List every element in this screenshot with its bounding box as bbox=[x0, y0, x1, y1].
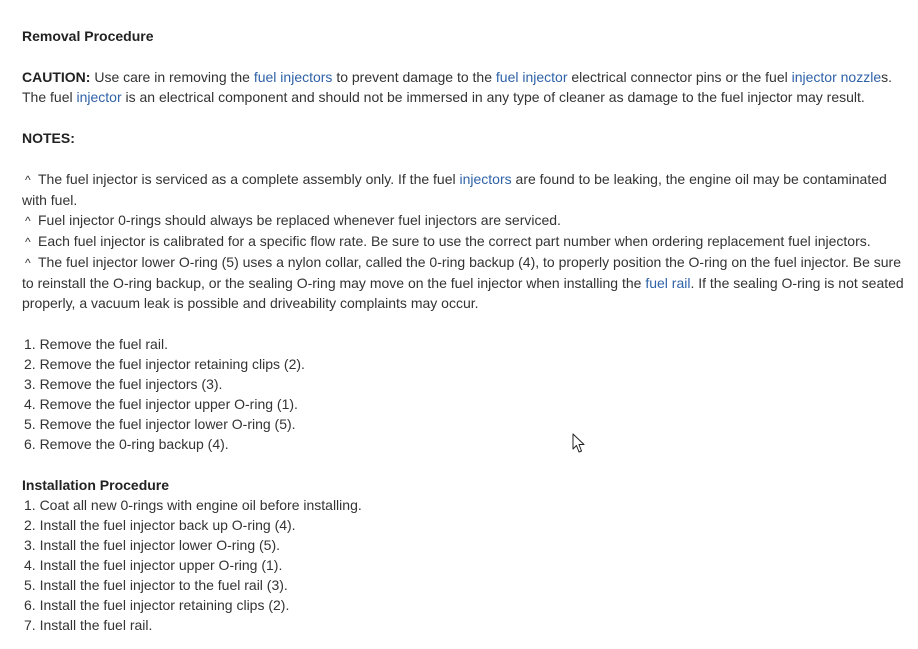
note-text: Fuel injector 0-rings should always be replaced whenever fuel injectors are serviced. bbox=[38, 212, 561, 228]
notes-label: NOTES: bbox=[22, 130, 75, 146]
removal-step: 1. Remove the fuel rail. bbox=[24, 336, 168, 352]
link-injector-nozzle[interactable]: injector nozzle bbox=[791, 69, 882, 85]
caution-text: is an electrical component and should not be immersed in any type of cleaner as damage to the fuel injector may result. bbox=[121, 89, 865, 105]
caret-icon: ^ bbox=[25, 256, 31, 270]
note-text: . If the sealing O-ring is not seated properly, a vacuum leak is possible and driveability complaints may occur. bbox=[22, 275, 904, 311]
caution-text: to prevent damage to the bbox=[332, 69, 496, 85]
link-injector[interactable]: injector bbox=[76, 89, 122, 105]
installation-steps-list bbox=[22, 495, 906, 635]
note-item bbox=[22, 169, 906, 210]
removal-steps-list bbox=[22, 334, 906, 454]
installation-step: 2. Install the fuel injector back up O-ring (4). bbox=[24, 517, 296, 533]
note-item bbox=[22, 231, 906, 252]
link-fuel-injectors[interactable]: fuel injectors bbox=[253, 69, 333, 85]
link-injectors[interactable]: injectors bbox=[459, 171, 512, 187]
caret-icon: ^ bbox=[25, 173, 31, 187]
installation-step: 5. Install the fuel injector to the fuel rail (3). bbox=[24, 577, 288, 593]
removal-step: 6. Remove the 0-ring backup (4). bbox=[24, 436, 229, 452]
removal-procedure-heading: Removal Procedure bbox=[22, 28, 154, 44]
document bbox=[22, 26, 906, 635]
removal-step: 5. Remove the fuel injector lower O-ring (5). bbox=[24, 416, 296, 432]
note-text: The fuel injector is serviced as a complete assembly only. If the fuel bbox=[38, 171, 460, 187]
note-text: The fuel injector lower O-ring (5) uses a nylon collar, called the 0-ring backup (4), to properly position the O-ring on the fuel injector. Be sure to reinstall the O-ring backup, or the sealing O-ring may move on the fuel injector when installing the bbox=[22, 254, 901, 291]
caution-text: Use care in removing the bbox=[90, 69, 254, 85]
caret-icon: ^ bbox=[25, 214, 31, 228]
note-text: are found to be leaking, the engine oil may be contaminated with fuel. bbox=[22, 171, 887, 208]
removal-step: 2. Remove the fuel injector retaining clips (2). bbox=[24, 356, 305, 372]
caution-text: s. The fuel bbox=[22, 69, 892, 105]
installation-step: 1. Coat all new 0-rings with engine oil before installing. bbox=[24, 497, 362, 513]
caution-paragraph bbox=[22, 67, 906, 107]
mouse-pointer-icon bbox=[572, 433, 586, 454]
link-fuel-injector[interactable]: fuel injector bbox=[495, 69, 568, 85]
note-text: Each fuel injector is calibrated for a specific flow rate. Be sure to use the correct part number when ordering replacement fuel injectors. bbox=[38, 233, 871, 249]
installation-step: 4. Install the fuel injector upper O-ring (1). bbox=[24, 557, 283, 573]
note-item bbox=[22, 210, 906, 231]
removal-step: 3. Remove the fuel injectors (3). bbox=[24, 376, 223, 392]
removal-step: 4. Remove the fuel injector upper O-ring (1). bbox=[24, 396, 298, 412]
caution-label: CAUTION: bbox=[22, 69, 91, 85]
caret-icon: ^ bbox=[25, 235, 31, 249]
installation-procedure-heading: Installation Procedure bbox=[22, 477, 170, 493]
installation-step: 7. Install the fuel rail. bbox=[24, 617, 153, 633]
link-fuel-rail[interactable]: fuel rail bbox=[645, 275, 691, 291]
caution-text: electrical connector pins or the fuel bbox=[567, 69, 792, 85]
installation-step: 3. Install the fuel injector lower O-ring (5). bbox=[24, 537, 280, 553]
note-item bbox=[22, 252, 906, 313]
installation-step: 6. Install the fuel injector retaining clips (2). bbox=[24, 597, 290, 613]
